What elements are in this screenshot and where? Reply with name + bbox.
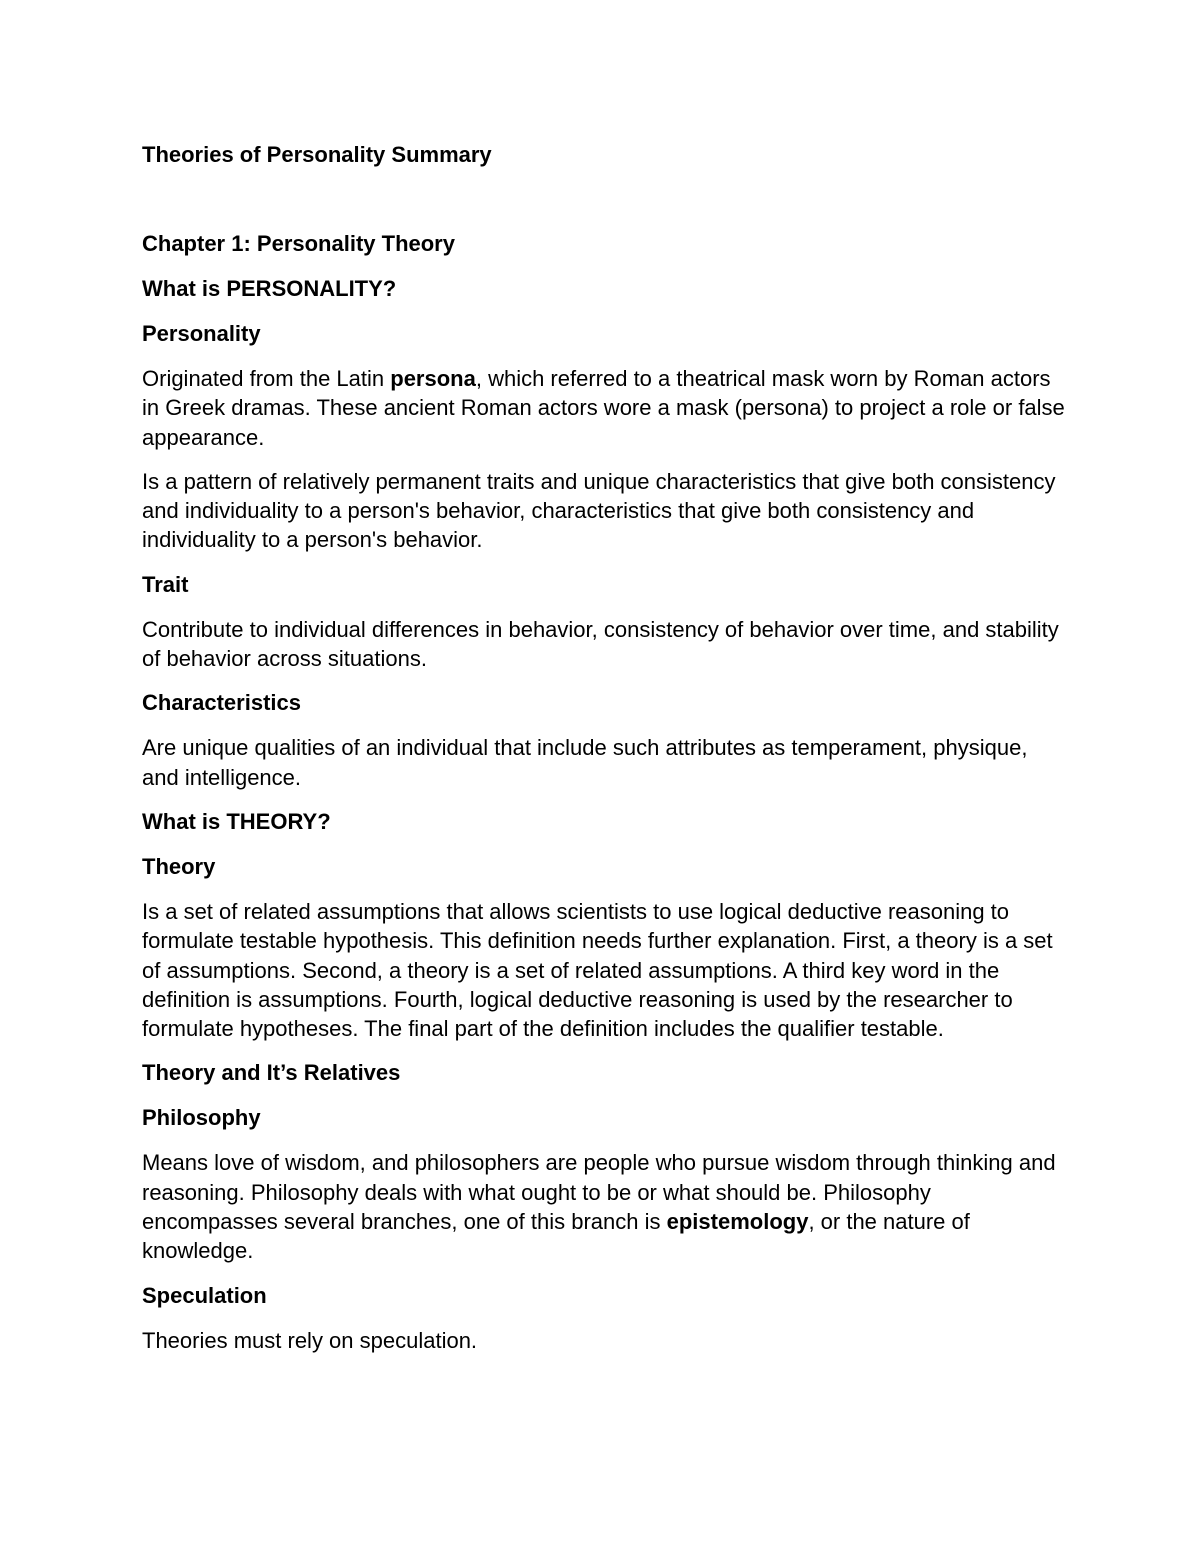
- speculation-heading: Speculation: [142, 1282, 267, 1308]
- question-theory-heading: What is THEORY?: [142, 808, 331, 834]
- personality-paragraph-definition: Is a pattern of relatively permanent traits and unique characteristics that give both consistency and individuality to a person's behavior, characteristics that give both consistency and individuality to a person's behavior.: [142, 468, 1056, 553]
- theory-heading: Theory: [142, 853, 216, 879]
- chapter-heading: Chapter 1: Personality Theory: [142, 231, 455, 256]
- theory-relatives-heading: Theory and It’s Relatives: [142, 1060, 401, 1086]
- trait-paragraph: Contribute to individual differences in behavior, consistency of behavior over time, and stability of behavior across situations.: [142, 616, 1059, 672]
- characteristics-paragraph: Are unique qualities of an individual that include such attributes as temperament, physique, and intelligence.: [142, 735, 1028, 790]
- speculation-paragraph: Theories must rely on speculation.: [142, 1327, 478, 1353]
- trait-heading: Trait: [142, 571, 189, 597]
- philosophy-paragraph: [142, 1148, 1067, 1265]
- philosophy-text-post: , or the nature of knowledge.: [142, 1209, 970, 1264]
- document-title: Theories of Personality Summary: [142, 142, 492, 167]
- personality-paragraph-origin: [142, 364, 1067, 452]
- epistemology-term: epistemology: [666, 1209, 809, 1235]
- personality-heading: Personality: [142, 321, 261, 346]
- personality-origin-text-post: , which referred to a theatrical mask worn by Roman actors in Greek dramas. These ancient Roman actors wore a mask (persona) to project a role or false appearance.: [142, 366, 1065, 450]
- personality-origin-text-pre: Originated from the Latin: [142, 366, 391, 391]
- philosophy-text-pre: Means love of wisdom, and philosophers are people who pursue wisdom through thinking and reasoning. Philosophy deals with what ought to be or what should be. Philosophy encompasses several branches, one of this branch is: [142, 1150, 1056, 1235]
- characteristics-heading: Characteristics: [142, 690, 301, 716]
- persona-term: persona: [390, 366, 476, 391]
- theory-paragraph: Is a set of related assumptions that allows scientists to use logical deductive reasoning to formulate testable hypothesis. This definition needs further explanation. First, a theory is a set of assumptions. Second, a theory is a set of related assumptions. A third key word in the definition is assumptions. Fourth, logical deductive reasoning is used by the researcher to formulate hypotheses. The final part of the definition includes the qualifier testable.: [142, 898, 1053, 1042]
- question-personality-heading: What is PERSONALITY?: [142, 276, 397, 301]
- philosophy-heading: Philosophy: [142, 1105, 261, 1131]
- document-body: [142, 140, 1067, 1370]
